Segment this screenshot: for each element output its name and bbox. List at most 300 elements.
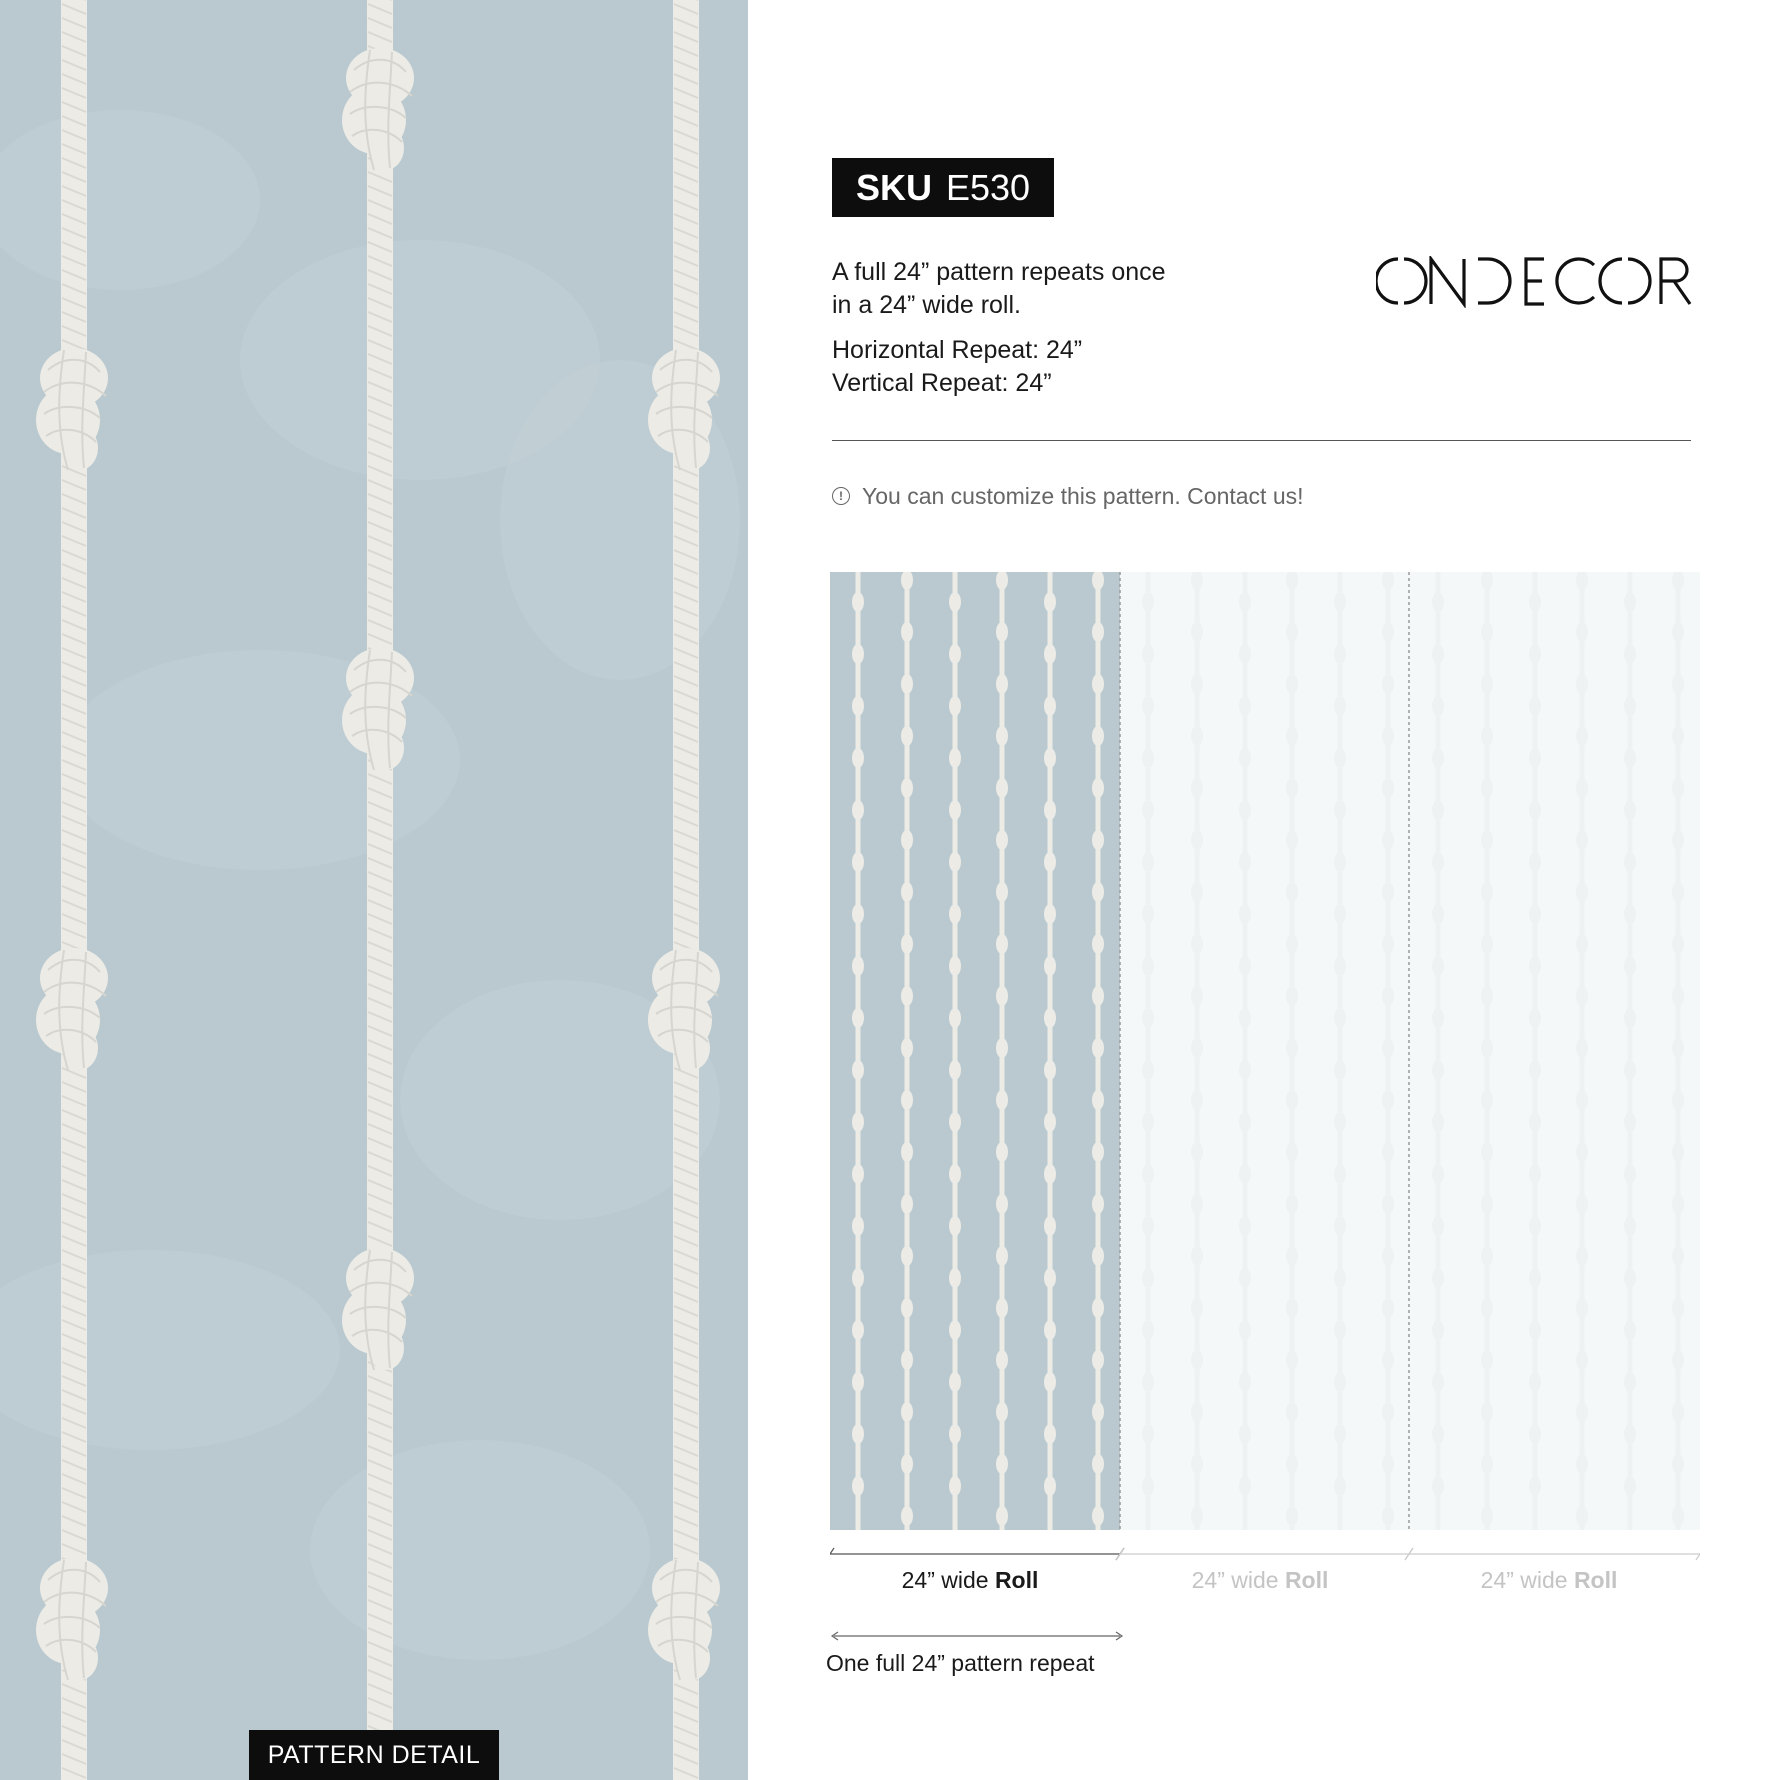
mini-knot	[1239, 1268, 1251, 1288]
mini-knot	[1286, 1142, 1298, 1162]
mini-knot	[1334, 904, 1346, 924]
roll-label-2: 24” wide Roll	[1191, 1567, 1329, 1593]
mini-knot	[852, 1112, 864, 1132]
mini-knot	[996, 1350, 1008, 1370]
mini-knot	[1382, 726, 1394, 746]
mini-knot	[1576, 934, 1588, 954]
mini-knot	[1092, 1506, 1104, 1526]
mini-knot	[1432, 1008, 1444, 1028]
mini-knot	[1191, 882, 1203, 902]
mini-knot	[1529, 1268, 1541, 1288]
mini-knot	[1382, 934, 1394, 954]
mini-knot	[1481, 674, 1493, 694]
mini-knot	[1286, 622, 1298, 642]
mini-knot	[901, 882, 913, 902]
mini-knot	[1481, 1142, 1493, 1162]
mini-knot	[1239, 592, 1251, 612]
mini-knot	[1044, 696, 1056, 716]
mini-knot	[1286, 1402, 1298, 1422]
mini-knot	[1432, 1060, 1444, 1080]
mini-knot	[1142, 1372, 1154, 1392]
mini-knot	[1286, 1506, 1298, 1526]
mini-knot	[1432, 956, 1444, 976]
mini-knot	[1044, 1008, 1056, 1028]
mini-knot	[996, 622, 1008, 642]
mini-knot	[1432, 1476, 1444, 1496]
mini-knot	[949, 1216, 961, 1236]
ondecor-logo	[1376, 256, 1694, 308]
mini-knot	[1576, 674, 1588, 694]
mini-knot	[1529, 1372, 1541, 1392]
mini-knot	[1672, 1142, 1684, 1162]
mini-knot	[1044, 1424, 1056, 1444]
mini-knot	[1382, 1142, 1394, 1162]
mini-knot	[1624, 644, 1636, 664]
mini-knot	[1481, 1298, 1493, 1318]
mini-knot	[1672, 934, 1684, 954]
mini-knot	[1382, 778, 1394, 798]
mini-knot	[1432, 748, 1444, 768]
mini-knot	[1576, 726, 1588, 746]
mini-knot	[1576, 986, 1588, 1006]
mini-knot	[996, 882, 1008, 902]
mini-knot	[1481, 986, 1493, 1006]
mini-knot	[1191, 622, 1203, 642]
mini-knot	[949, 1476, 961, 1496]
mini-knot	[1481, 830, 1493, 850]
mini-knot	[1044, 1372, 1056, 1392]
repeat-description-line1: A full 24” pattern repeats once	[832, 258, 1166, 286]
mini-knot	[1092, 1298, 1104, 1318]
mini-knot	[1432, 1268, 1444, 1288]
roll-panel-1	[830, 572, 1120, 1530]
mini-knot	[1672, 1454, 1684, 1474]
mini-knot	[949, 1372, 961, 1392]
mini-knot	[852, 592, 864, 612]
mini-knot	[1191, 1454, 1203, 1474]
vertical-repeat: Vertical Repeat: 24”	[832, 369, 1052, 397]
mini-knot	[1092, 1142, 1104, 1162]
sku-badge	[832, 158, 1054, 217]
roll-panel-2	[1120, 572, 1410, 1530]
mini-knot	[1382, 1506, 1394, 1526]
mini-knot	[996, 674, 1008, 694]
mini-knot	[1092, 1246, 1104, 1266]
mini-knot	[1334, 1216, 1346, 1236]
mini-knot	[1334, 800, 1346, 820]
roll-panel-3	[1410, 572, 1700, 1530]
mini-knot	[1239, 696, 1251, 716]
mini-knot	[1239, 956, 1251, 976]
repeat-dimensions	[832, 334, 1082, 400]
mini-knot	[949, 1112, 961, 1132]
mini-knot	[1334, 644, 1346, 664]
mini-knot	[1529, 852, 1541, 872]
mini-knot	[1672, 1402, 1684, 1422]
mini-knot	[1576, 622, 1588, 642]
mini-knot	[1481, 1402, 1493, 1422]
mini-knot	[949, 1060, 961, 1080]
mini-knot	[1624, 592, 1636, 612]
mini-knot	[1481, 622, 1493, 642]
mini-knot	[1044, 904, 1056, 924]
mini-knot	[1142, 904, 1154, 924]
mini-knot	[1334, 1268, 1346, 1288]
mini-knot	[996, 1142, 1008, 1162]
mini-knot	[1286, 1298, 1298, 1318]
mini-knot	[1191, 674, 1203, 694]
mini-knot	[1191, 1246, 1203, 1266]
mini-knot	[852, 1268, 864, 1288]
mini-knot	[1142, 1216, 1154, 1236]
mini-knot	[1576, 1506, 1588, 1526]
mini-knot	[1529, 1216, 1541, 1236]
mini-knot	[1432, 592, 1444, 612]
mini-knot	[1382, 1090, 1394, 1110]
mini-knot	[1239, 1476, 1251, 1496]
texture-blotch	[310, 1440, 650, 1660]
mini-knot	[1334, 748, 1346, 768]
mini-knot	[1672, 986, 1684, 1006]
mini-knot	[1092, 1194, 1104, 1214]
mini-knot	[1382, 986, 1394, 1006]
mini-knot	[996, 1506, 1008, 1526]
mini-knot	[1529, 1112, 1541, 1132]
mini-knot	[1142, 1112, 1154, 1132]
mini-knot	[1481, 1454, 1493, 1474]
mini-knot	[1576, 1090, 1588, 1110]
mini-knot	[1286, 1246, 1298, 1266]
mini-knot	[1092, 1350, 1104, 1370]
mini-knot	[1191, 1506, 1203, 1526]
mini-knot	[949, 1164, 961, 1184]
mini-knot	[1334, 1476, 1346, 1496]
mini-knot	[1529, 1164, 1541, 1184]
mini-knot	[1286, 986, 1298, 1006]
mini-knot	[1382, 1194, 1394, 1214]
mini-knot	[1382, 622, 1394, 642]
mini-knot	[1334, 1372, 1346, 1392]
mini-knot	[996, 1090, 1008, 1110]
section-divider	[832, 440, 1691, 441]
mini-knot	[1576, 1142, 1588, 1162]
mini-knot	[852, 1476, 864, 1496]
mini-knot	[1286, 726, 1298, 746]
roll-diagram	[830, 572, 1700, 1562]
mini-knot	[1191, 830, 1203, 850]
mini-knot	[852, 1320, 864, 1340]
mini-knot	[852, 956, 864, 976]
mini-knot	[901, 726, 913, 746]
mini-knot	[1092, 726, 1104, 746]
mini-knot	[901, 1142, 913, 1162]
mini-knot	[1382, 1246, 1394, 1266]
mini-knot	[1672, 1350, 1684, 1370]
mini-knot	[1191, 1298, 1203, 1318]
mini-knot	[1286, 1454, 1298, 1474]
mini-knot	[1092, 934, 1104, 954]
mini-knot	[1092, 986, 1104, 1006]
mini-knot	[1672, 1246, 1684, 1266]
mini-knot	[1092, 1038, 1104, 1058]
mini-knot	[1334, 1424, 1346, 1444]
mini-knot	[1624, 1372, 1636, 1392]
mini-knot	[1142, 748, 1154, 768]
mini-knot	[1239, 1164, 1251, 1184]
mini-knot	[1286, 778, 1298, 798]
repeat-description-line2: in a 24” wide roll.	[832, 291, 1021, 319]
mini-knot	[996, 1454, 1008, 1474]
mini-knot	[1092, 674, 1104, 694]
pattern-detail-label: PATTERN DETAIL	[249, 1730, 499, 1780]
mini-knot	[1239, 1372, 1251, 1392]
mini-knot	[1382, 1402, 1394, 1422]
mini-knot	[1624, 748, 1636, 768]
mini-knot	[1044, 1476, 1056, 1496]
mini-knot	[1576, 1298, 1588, 1318]
mini-knot	[852, 696, 864, 716]
mini-knot	[1529, 1476, 1541, 1496]
mini-knot	[901, 1454, 913, 1474]
mini-knot	[1529, 748, 1541, 768]
mini-knot	[1334, 852, 1346, 872]
mini-knot	[1191, 934, 1203, 954]
mini-knot	[1576, 778, 1588, 798]
mini-knot	[1529, 1008, 1541, 1028]
mini-knot	[1334, 1164, 1346, 1184]
mini-knot	[949, 904, 961, 924]
customize-text[interactable]: You can customize this pattern. Contact us!	[862, 482, 1304, 509]
mini-knot	[1191, 1090, 1203, 1110]
mini-knot	[1286, 674, 1298, 694]
mini-knot	[1334, 1320, 1346, 1340]
mini-knot	[1432, 800, 1444, 820]
mini-knot	[1191, 1194, 1203, 1214]
mini-knot	[1239, 904, 1251, 924]
mini-knot	[1191, 726, 1203, 746]
mini-knot	[949, 748, 961, 768]
mini-knot	[1624, 1060, 1636, 1080]
pattern-repeat-caption: One full 24” pattern repeat	[826, 1650, 1095, 1676]
mini-knot	[852, 1424, 864, 1444]
mini-knot	[852, 904, 864, 924]
mini-knot	[996, 1402, 1008, 1422]
sku-code: E530	[945, 166, 1031, 208]
mini-knot	[901, 1194, 913, 1214]
mini-knot	[1239, 1112, 1251, 1132]
mini-knot	[1529, 1060, 1541, 1080]
mini-knot	[1432, 696, 1444, 716]
mini-knot	[949, 852, 961, 872]
mini-knot	[901, 1506, 913, 1526]
mini-knot	[1382, 1454, 1394, 1474]
mini-knot	[1239, 1320, 1251, 1340]
mini-knot	[1286, 1038, 1298, 1058]
mini-knot	[1191, 986, 1203, 1006]
mini-knot	[1286, 1090, 1298, 1110]
mini-knot	[1576, 830, 1588, 850]
mini-knot	[1624, 1112, 1636, 1132]
mini-knot	[1142, 1320, 1154, 1340]
mini-knot	[1044, 1216, 1056, 1236]
mini-knot	[1142, 1008, 1154, 1028]
mini-knot	[1481, 726, 1493, 746]
mini-knot	[1044, 1060, 1056, 1080]
mini-knot	[1481, 1090, 1493, 1110]
mini-knot	[1382, 830, 1394, 850]
mini-knot	[1334, 696, 1346, 716]
mini-knot	[1529, 1424, 1541, 1444]
mini-knot	[1672, 674, 1684, 694]
mini-knot	[1286, 882, 1298, 902]
mini-knot	[1044, 956, 1056, 976]
mini-knot	[949, 1424, 961, 1444]
mini-knot	[1044, 748, 1056, 768]
mini-knot	[1529, 644, 1541, 664]
mini-knot	[1044, 592, 1056, 612]
mini-knot	[1529, 1320, 1541, 1340]
mini-knot	[1624, 852, 1636, 872]
mini-knot	[1239, 1008, 1251, 1028]
mini-knot	[852, 1372, 864, 1392]
mini-knot	[1142, 956, 1154, 976]
mini-knot	[1142, 592, 1154, 612]
pattern-repeat-arrow	[830, 1629, 1130, 1643]
mini-knot	[996, 1246, 1008, 1266]
mini-knot	[1576, 1454, 1588, 1474]
mini-knot	[901, 674, 913, 694]
mini-knot	[1432, 852, 1444, 872]
mini-knot	[1142, 800, 1154, 820]
mini-knot	[996, 778, 1008, 798]
mini-knot	[1239, 1060, 1251, 1080]
mini-knot	[1239, 1424, 1251, 1444]
mini-knot	[1286, 1350, 1298, 1370]
mini-knot	[901, 986, 913, 1006]
mini-knot	[1624, 696, 1636, 716]
mini-knot	[1334, 1008, 1346, 1028]
mini-knot	[901, 622, 913, 642]
mini-knot	[1092, 1454, 1104, 1474]
mini-knot	[1672, 1298, 1684, 1318]
mini-knot	[949, 1008, 961, 1028]
mini-knot	[852, 644, 864, 664]
mini-knot	[1624, 904, 1636, 924]
mini-knot	[901, 934, 913, 954]
mini-knot	[1142, 1268, 1154, 1288]
mini-knot	[996, 1038, 1008, 1058]
mini-knot	[949, 592, 961, 612]
mini-knot	[996, 986, 1008, 1006]
mini-knot	[901, 1350, 913, 1370]
mini-knot	[1481, 1246, 1493, 1266]
mini-knot	[1432, 1164, 1444, 1184]
repeat-description	[832, 256, 1166, 322]
horizontal-repeat: Horizontal Repeat: 24”	[832, 336, 1083, 364]
sku-label: SKU	[855, 166, 932, 208]
mini-knot	[1142, 852, 1154, 872]
mini-knot	[1481, 1350, 1493, 1370]
mini-knot	[1481, 882, 1493, 902]
mini-knot	[1672, 1038, 1684, 1058]
mini-knot	[1334, 956, 1346, 976]
roll-label-1: 24” wide Roll	[901, 1567, 1039, 1593]
mini-knot	[1529, 956, 1541, 976]
mini-knot	[852, 1008, 864, 1028]
mini-knot	[1382, 1350, 1394, 1370]
mini-knot	[901, 778, 913, 798]
mini-knot	[1286, 1194, 1298, 1214]
mini-knot	[1576, 1194, 1588, 1214]
mini-knot	[901, 1298, 913, 1318]
mini-knot	[1334, 1060, 1346, 1080]
mini-knot	[1672, 882, 1684, 902]
mini-knot	[1142, 1476, 1154, 1496]
mini-knot	[1672, 830, 1684, 850]
info-circle-icon: !	[832, 487, 850, 505]
mini-knot	[852, 1164, 864, 1184]
roll-label-3: 24” wide Roll	[1480, 1567, 1618, 1593]
mini-knot	[1672, 1090, 1684, 1110]
pattern-detail-image	[0, 0, 748, 1780]
mini-knot	[1529, 800, 1541, 820]
mini-knot	[1092, 882, 1104, 902]
mini-knot	[996, 1194, 1008, 1214]
mini-knot	[1142, 1424, 1154, 1444]
mini-knot	[1576, 1038, 1588, 1058]
mini-knot	[1239, 1216, 1251, 1236]
mini-knot	[1432, 1216, 1444, 1236]
mini-knot	[1044, 644, 1056, 664]
mini-knot	[1191, 778, 1203, 798]
mini-knot	[996, 830, 1008, 850]
mini-knot	[1286, 934, 1298, 954]
mini-knot	[1092, 778, 1104, 798]
mini-knot	[996, 1298, 1008, 1318]
mini-knot	[1382, 674, 1394, 694]
mini-knot	[1672, 778, 1684, 798]
mini-knot	[1576, 1246, 1588, 1266]
mini-knot	[852, 1060, 864, 1080]
mini-knot	[901, 1402, 913, 1422]
mini-knot	[1382, 882, 1394, 902]
mini-knot	[1432, 644, 1444, 664]
customize-note[interactable]	[832, 481, 1304, 511]
mini-knot	[1624, 1320, 1636, 1340]
mini-knot	[1239, 644, 1251, 664]
mini-knot	[1286, 830, 1298, 850]
mini-knot	[1432, 1320, 1444, 1340]
mini-knot	[1092, 622, 1104, 642]
mini-knot	[1044, 1268, 1056, 1288]
mini-knot	[1672, 622, 1684, 642]
mini-knot	[949, 800, 961, 820]
mini-knot	[1092, 1090, 1104, 1110]
mini-knot	[1672, 1506, 1684, 1526]
mini-knot	[1044, 800, 1056, 820]
mini-knot	[949, 1268, 961, 1288]
mini-knot	[1529, 696, 1541, 716]
mini-knot	[1382, 1038, 1394, 1058]
mini-knot	[1191, 1038, 1203, 1058]
mini-knot	[949, 696, 961, 716]
mini-knot	[852, 800, 864, 820]
mini-knot	[1142, 1060, 1154, 1080]
mini-knot	[1044, 852, 1056, 872]
mini-knot	[1481, 934, 1493, 954]
mini-knot	[1624, 1008, 1636, 1028]
mini-knot	[1142, 644, 1154, 664]
